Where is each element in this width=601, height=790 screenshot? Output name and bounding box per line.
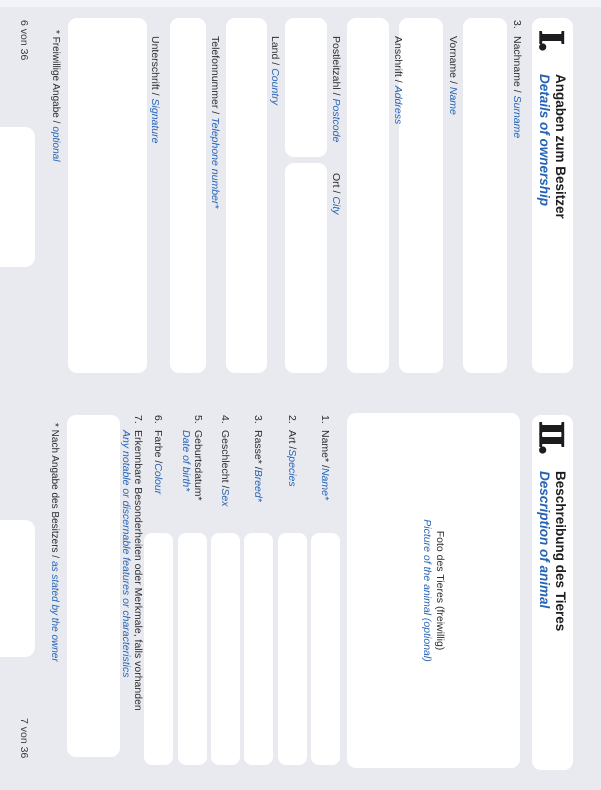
- country-label: Land /Country: [269, 36, 281, 105]
- page-6-bottom-tab: [0, 127, 35, 267]
- birthdate-field[interactable]: [178, 533, 207, 765]
- section-1-title-de: Angaben zum Besitzer: [553, 74, 569, 219]
- species-row: [278, 415, 307, 765]
- birthdate-row: [178, 415, 207, 765]
- section-1-title-en: Details of ownership: [537, 74, 553, 207]
- surname-label: 3.Nachname /Surname: [511, 20, 523, 139]
- birthdate-label: 5.Geburtsdatum* Date of birth*: [180, 415, 205, 501]
- colour-field[interactable]: [144, 533, 173, 765]
- signature-field[interactable]: [68, 18, 147, 373]
- firstname-label: Vorname /Name: [447, 36, 459, 115]
- telephone-label: Telefonnummer /Telephone number*: [209, 36, 221, 209]
- features-label-en: Any notable or discernable features or characteristics: [120, 430, 132, 678]
- sex-label: 4.Geschlecht /Sex: [219, 415, 232, 507]
- sex-field[interactable]: [211, 533, 240, 765]
- features-label: 7.Erkennbare Besonderheiten oder Merkmale, falls vorhanden: [132, 415, 144, 711]
- signature-label: Unterschrift /Signature: [149, 36, 161, 144]
- animal-name-label: 1.Name* /Name*: [319, 415, 332, 501]
- address-label: Anschrift /Address: [392, 36, 404, 125]
- address-field[interactable]: [347, 18, 389, 373]
- postcode-label: Postleitzahl /Postcode: [330, 36, 342, 143]
- country-field[interactable]: [226, 18, 267, 373]
- page-7-number: 7 von 36: [18, 718, 30, 759]
- section-2-title-de: Beschreibung des Tieres: [553, 471, 569, 632]
- animal-name-row: [311, 415, 340, 765]
- photo-caption-en: Picture of the animal (optional): [421, 519, 434, 662]
- section-1-numeral: I.: [532, 30, 573, 50]
- features-field[interactable]: [67, 415, 120, 757]
- firstname-field[interactable]: [399, 18, 443, 373]
- breed-field[interactable]: [244, 533, 273, 765]
- breed-row: [244, 415, 273, 765]
- breed-label: 3.Rasse* /Breed*: [252, 415, 265, 502]
- section-1-header: [532, 18, 573, 373]
- photo-caption-de: Foto des Tieres (freiwillig): [434, 530, 447, 651]
- species-field[interactable]: [278, 533, 307, 765]
- city-field[interactable]: [285, 163, 327, 373]
- colour-row: [144, 415, 173, 765]
- species-label: 2.Art /Species: [286, 415, 299, 487]
- page-6-footnote: * Freiwillige Angabe /optional: [50, 30, 61, 162]
- telephone-field[interactable]: [170, 18, 206, 373]
- animal-name-field[interactable]: [311, 533, 340, 765]
- colour-label: 6.Farbe /Colour: [152, 415, 165, 495]
- section-2-title-en: Description of animal: [537, 471, 553, 609]
- city-label: Ort /City: [330, 173, 342, 215]
- sex-row: [211, 415, 240, 765]
- section-2-header: [532, 415, 573, 770]
- postcode-field[interactable]: [285, 18, 327, 157]
- page-7-bottom-tab: [0, 520, 35, 657]
- spread-edge-highlight: [0, 0, 601, 7]
- animal-photo-area[interactable]: [347, 413, 520, 768]
- section-2-numeral: II.: [532, 421, 573, 453]
- page-7-footnote: * Nach Angabe des Besitzers /as stated by the owner: [49, 423, 60, 662]
- page-6-number: 6 von 36: [18, 20, 30, 61]
- surname-field[interactable]: [463, 18, 507, 373]
